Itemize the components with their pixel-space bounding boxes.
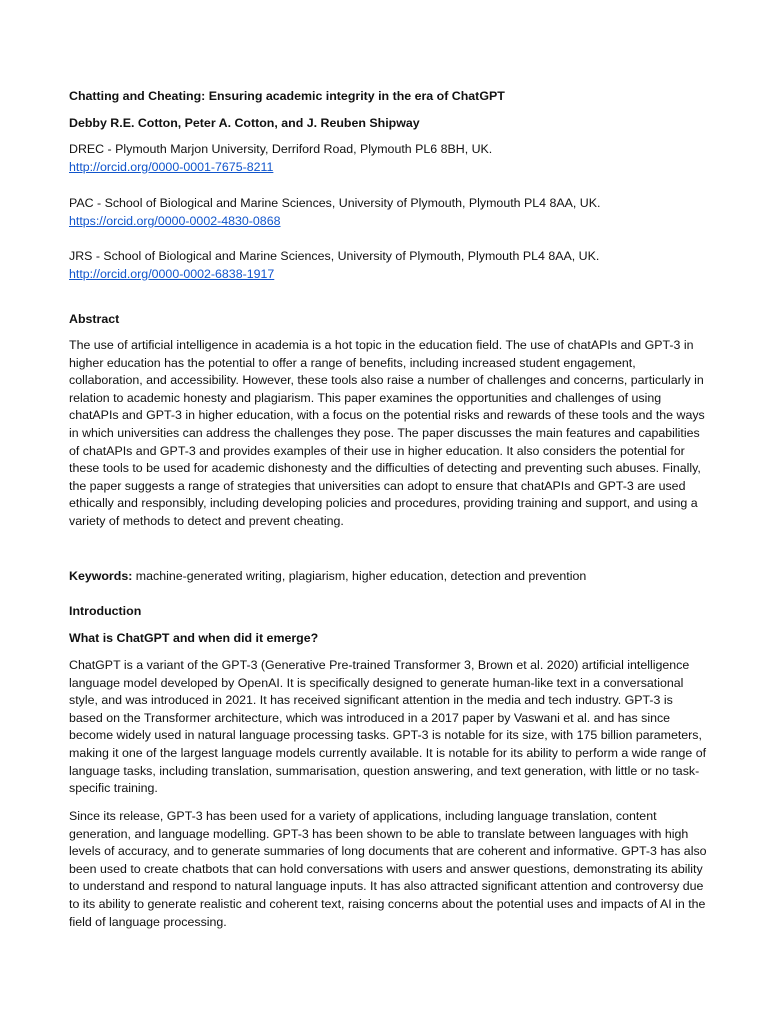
keywords-line: [69, 568, 709, 586]
affiliation-text: DREC - Plymouth Marjon University, Derriford Road, Plymouth PL6 8BH, UK.: [69, 142, 493, 156]
affiliation-jrs: [69, 248, 709, 283]
affiliation-text: PAC - School of Biological and Marine Sciences, University of Plymouth, Plymouth PL4 8AA, UK.: [69, 196, 601, 210]
keywords-text: machine-generated writing, plagiarism, higher education, detection and prevention: [132, 569, 587, 583]
orcid-link[interactable]: http://orcid.org/0000-0001-7675-8211: [69, 159, 274, 174]
section-subheading: What is ChatGPT and when did it emerge?: [69, 631, 319, 645]
affiliation-pac: [69, 195, 709, 230]
orcid-link[interactable]: https://orcid.org/0000-0002-4830-0868: [69, 213, 281, 228]
affiliation-drec: [69, 141, 709, 176]
intro-paragraph-2: Since its release, GPT-3 has been used for a variety of applications, including language translation, content generation, and language modelling. GPT-3 has been shown to be able to translate between languages with high levels of accuracy, and to generate summaries of long documents that are coherent and informative. GPT-3 has also been used to create chatbots that can hold conversations with users and answer questions, demonstrating its ability to understand and respond to natural language inputs. It has also attracted significant attention and controversy due to its ability to generate realistic and coherent text, raising concerns about the potential uses and impacts of AI in the field of language processing.: [69, 809, 707, 929]
abstract-body: The use of artificial intelligence in academia is a hot topic in the education field. The use of chatAPIs and GPT-3 in higher education has the potential to offer a range of benefits, including increased student engagement, collaboration, and accessibility. However, these tools also raise a number of challenges and concerns, particularly in relation to academic honesty and plagiarism. This paper examines the opportunities and challenges of using chatAPIs and GPT-3 in higher education, with a focus on the potential risks and rewards of these tools and the ways in which universities can address the challenges they pose. The paper discusses the main features and capabilities of chatAPIs and GPT-3 and provides examples of their use in higher education. It also considers the potential for these tools to be used for academic dishonesty and the difficulties of detecting and preventing such abuses. Finally, the paper suggests a range of strategies that universities can adopt to ensure that chatAPIs and GPT-3 are used ethically and responsibly, including developing policies and procedures, providing training and support, and using a variety of methods to detect and prevent cheating.: [69, 338, 705, 528]
keywords-label: Keywords:: [69, 569, 133, 583]
author-list: Debby R.E. Cotton, Peter A. Cotton, and J. Reuben Shipway: [69, 116, 420, 130]
intro-paragraph-1: ChatGPT is a variant of the GPT-3 (Generative Pre-trained Transformer 3, Brown et al. 2020) artificial intelligence language model developed by OpenAI. It is specifically designed to generate human-like text in a conversational style, and was introduced in 2021. It has received significant attention in the media and tech industry. GPT-3 is based on the Transformer architecture, which was introduced in a 2017 paper by Vaswani et al. and has since become widely used in natural language processing tasks. GPT-3 is notable for its size, with 175 billion parameters, making it one of the largest language models currently available. It is notable for its ability to perform a wide range of language tasks, including translation, summarisation, question answering, and text generation, with little or no task-specific training.: [69, 658, 707, 796]
orcid-link[interactable]: http://orcid.org/0000-0002-6838-1917: [69, 266, 275, 281]
introduction-heading: Introduction: [69, 604, 142, 618]
abstract-heading: Abstract: [69, 312, 120, 326]
paper-title: Chatting and Cheating: Ensuring academic integrity in the era of ChatGPT: [69, 89, 505, 103]
affiliation-text: JRS - School of Biological and Marine Sciences, University of Plymouth, Plymouth PL4 8AA, UK.: [69, 249, 600, 263]
